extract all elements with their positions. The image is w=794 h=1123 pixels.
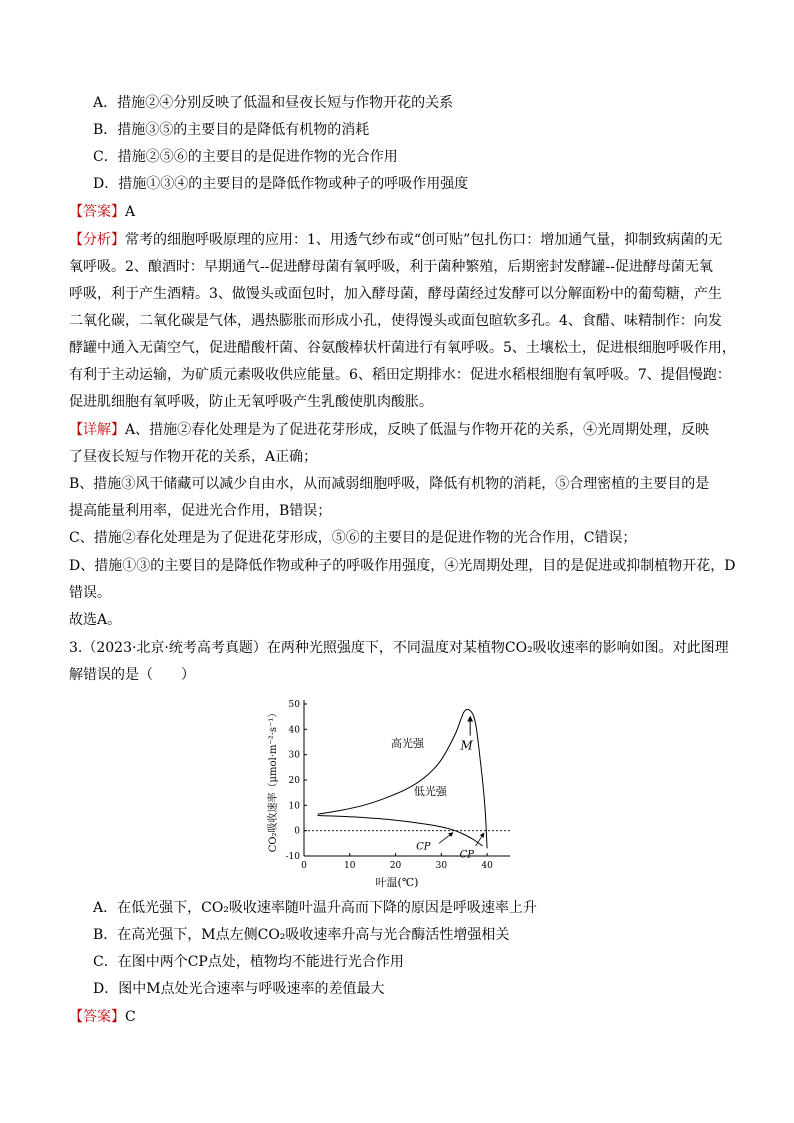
answer-tag: 【答案】 (69, 204, 125, 220)
detail-tag: 【详解】 (69, 422, 125, 438)
option-b-prev: B．措施③⑤的主要目的是降低有机物的消耗 (93, 122, 370, 138)
y-tick-label: 20 (288, 776, 300, 786)
detail-line-2: B、措施③风干储藏可以减少自由水，从而减弱细胞呼吸，降低有机物的消耗，⑤合理密植的主要目的是 (69, 476, 710, 492)
analysis-line-6: 促进肌细胞有氧呼吸，防止无氧呼吸产生乳酸使肌肉酸胀。 (69, 394, 433, 410)
answer-3-tag: 【答案】 (69, 1009, 125, 1025)
analysis-line-5: 有利于主动运输，为矿质元素吸收供应能量。6、稻田定期排水：促进水稻根细胞有氧呼吸。7、提倡慢跑： (69, 367, 731, 383)
y-tick-label: 0 (294, 826, 300, 837)
x-axis-label: 叶温(℃) (375, 876, 419, 889)
option-d-q3: D．图中M点处光合速率与呼吸速率的差值最大 (93, 981, 385, 997)
cp2-label: CP (459, 849, 475, 861)
y-axis-label: CO₂吸收速率（μmol·m⁻²·s⁻¹） (268, 707, 279, 853)
analysis-tag: 【分析】 (69, 232, 125, 248)
m-label: M (460, 738, 473, 753)
label-low-light: 低光强 (413, 785, 447, 799)
analysis-line-4: 酵罐中通入无菌空气，促进醋酸杆菌、谷氨酸棒状杆菌进行有氧呼吸。5、土壤松土，促进根细胞呼吸作用， (69, 340, 736, 356)
detail-text: A、措施②春化处理是为了促进花芽形成，反映了低温与作物开花的关系，④光周期处理，反映 (125, 422, 710, 438)
detail-line-4: C、措施②春化处理是为了促进花芽形成，⑤⑥的主要目的是促进作物的光合作用，C错误； (69, 530, 637, 546)
option-c-prev: C．措施②⑤⑥的主要目的是促进作物的光合作用 (93, 149, 398, 165)
analysis-line-0 (69, 230, 722, 250)
x-tick-label: 10 (344, 861, 356, 871)
option-d-prev: D．措施①③④的主要目的是降低作物或种子的呼吸作用强度 (93, 176, 469, 192)
y-tick-label: 50 (288, 700, 300, 710)
y-tick-label: 30 (288, 750, 300, 761)
option-a-q3: A．在低光强下，CO₂吸收速率随叶温升高而下降的原因是呼吸速率上升 (93, 900, 537, 916)
answer-1 (69, 202, 135, 222)
cp1-label: CP (416, 841, 431, 853)
x-tick-label: 20 (389, 861, 402, 871)
detail-line-0 (69, 420, 709, 440)
chart-svg (262, 690, 524, 890)
answer-value: A (125, 204, 136, 220)
option-c-q3: C．在图中两个CP点处，植物均不能进行光合作用 (93, 954, 404, 970)
analysis-line-2: 呼吸，利于产生酒精。3、做馒头或面包时，加入酵母菌，酵母菌经过发酵可以分解面粉中的葡萄糖，产生 (69, 286, 722, 302)
detail-line-6: 错误。 (69, 585, 111, 601)
detail-line-1: 了昼夜长短与作物开花的关系，A正确； (69, 449, 318, 465)
label-high-light: 高光强 (390, 737, 424, 751)
question-3-line-1: 3.（2023·北京·统考高考真题）在两种光照强度下，不同温度对某植物CO₂吸收速率的影响如图。对此图理 (69, 640, 729, 656)
detail-line-3: 提高能量利用率，促进光合作用，B错误； (69, 503, 332, 519)
analysis-text: 常考的细胞呼吸原理的应用：1、用透气纱布或“创可贴”包扎伤口：增加通气量，抑制致病菌的无 (125, 232, 723, 248)
option-a-prev: A．措施②④分别反映了低温和昼夜长短与作物开花的关系 (93, 95, 454, 111)
series-line-0 (318, 709, 487, 848)
analysis-line-1: 氧呼吸。2、酿酒时：早期通气--促进酵母菌有氧呼吸，利于菌种繁殖，后期密封发酵罐--促进酵母菌无氧 (69, 259, 713, 275)
detail-line-5: D、措施①③的主要目的是降低作物或种子的呼吸作用强度，④光周期处理，目的是促进或抑制植物开花，D (69, 558, 736, 574)
co2-chart (262, 690, 524, 890)
y-tick-label: -10 (285, 852, 300, 862)
y-tick-label: 10 (288, 801, 300, 812)
cp1-arrow (439, 833, 453, 844)
option-b-q3: B．在高光强下，M点左侧CO₂吸收速率升高与光合酶活性增强相关 (93, 927, 510, 943)
analysis-line-3: 二氧化碳，二氧化碳是气体，遇热膨胀而形成小孔，使得馒头或面包暄软多孔。4、食醋、味精制作：向发 (69, 313, 722, 329)
x-tick-label: 30 (435, 861, 448, 871)
detail-line-7: 故选A。 (69, 612, 122, 628)
x-tick-label: 0 (301, 861, 307, 871)
question-3-line-2: 解错误的是（ ） (69, 667, 195, 683)
answer-3 (69, 1007, 136, 1027)
y-tick-label: 40 (288, 725, 300, 736)
x-tick-label: 40 (481, 861, 493, 871)
answer-3-value: C (125, 1009, 136, 1025)
